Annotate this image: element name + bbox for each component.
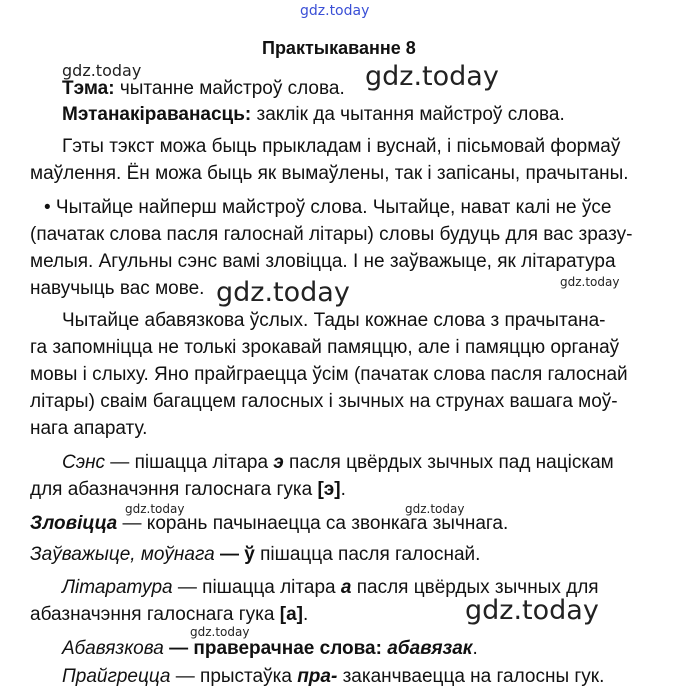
watermark: gdz.today (560, 275, 620, 289)
note-term: Заўважыце, моўнага (30, 544, 215, 565)
note-text: — прыстаўка (170, 666, 298, 687)
note-term: Зловіцца (30, 513, 118, 534)
note-text: — (214, 544, 245, 565)
watermark: gdz.today (62, 61, 142, 80)
note-text: пасля цвёрдых зычных для (351, 577, 599, 598)
paragraph-line: навучыць вас мове. (30, 278, 205, 299)
note-litaratura (62, 577, 599, 599)
paragraph-line: літары) сваім багаццем галосных і зычных на струнах вашага моў- (30, 391, 618, 412)
watermark: gdz.today (216, 277, 350, 308)
paragraph-line: мовы і слыху. Яно прайграецца ўсім (пачатак слова пасля галоснай (30, 364, 628, 385)
goal-text: заклік да чытання майстроў слова. (256, 104, 565, 125)
note-zauvazhytse (30, 544, 480, 566)
note-text: — пішацца літара (105, 452, 274, 473)
note-sound: [а] (279, 604, 303, 625)
paragraph-line: мелыя. Агульны сэнс вамі зловіцца. І не заўважыце, як літаратура (30, 251, 616, 272)
note-sens (62, 452, 614, 474)
paragraph-line: га запомніцца не толькі зрокавай памяццю, але і памяццю органаў (30, 337, 620, 358)
note-text: — корань пачынаецца са звонкага зычнага. (117, 513, 509, 534)
note-text: абазначэння галоснага гука (30, 604, 280, 625)
theme-line (62, 78, 345, 100)
paragraph-line: (пачатак слова пасля галоснай літары) словы будуць для вас зразу- (30, 224, 633, 245)
watermark: gdz.today (465, 595, 599, 626)
note-abaviazkova (62, 638, 478, 660)
theme-text: чытанне майстроў слова. (119, 78, 345, 99)
note-text: — пішацца літара (172, 577, 341, 598)
paragraph-line: • Чытайце найперш майстроў слова. Чытайце, нават калі не ўсе (44, 197, 612, 218)
note-term: Сэнс (62, 452, 106, 473)
intro-line: маўлення. Ён можа быць як вымаўлены, так і запісаны, прачытаны. (30, 163, 629, 184)
note-text: для абазначэння галоснага гука (30, 479, 318, 500)
note-letter: э (273, 452, 284, 473)
note-praigratsa (62, 666, 604, 688)
note-check-word: абавязак (387, 638, 473, 659)
note-text: пішацца пасля галоснай. (254, 544, 481, 565)
watermark: gdz.today (365, 61, 499, 92)
watermark-top: gdz.today (300, 3, 370, 19)
note-letter: ў (244, 544, 255, 565)
note-text: . (340, 479, 346, 500)
note-term: Прайгрецца (62, 666, 171, 687)
note-letter: а (340, 577, 352, 598)
watermark: gdz.today (190, 625, 250, 639)
paragraph-line: нага апарату. (30, 418, 148, 439)
page-title: Практыкаванне 8 (262, 38, 416, 58)
theme-label: Тэма: (62, 78, 115, 99)
note-term: Абавязкова (62, 638, 164, 659)
intro-line: Гэты тэкст можа быць прыкладам і вуснай, і пісьмовай формаў (62, 136, 621, 157)
note-term: Літаратура (62, 577, 173, 598)
note-litaratura-line2 (30, 604, 308, 626)
note-text: заканчваецца на галосны гук. (337, 666, 605, 687)
note-prefix: пра- (297, 666, 338, 687)
note-sound: [э] (317, 479, 341, 500)
note-text: . (472, 638, 478, 659)
goal-label: Мэтанакіраванасць: (62, 104, 252, 125)
note-zlovitsa (30, 513, 508, 535)
note-sens-line2 (30, 479, 346, 501)
paragraph-line: Чытайце абавязкова ўслых. Тады кожнае слова з прачытана- (62, 310, 606, 331)
watermark: gdz.today (125, 502, 185, 516)
goal-line (62, 104, 565, 126)
note-text: — праверачнае слова: (163, 638, 388, 659)
note-text: пасля цвёрдых зычных пад націскам (283, 452, 614, 473)
note-text: . (302, 604, 309, 625)
watermark: gdz.today (405, 502, 465, 516)
